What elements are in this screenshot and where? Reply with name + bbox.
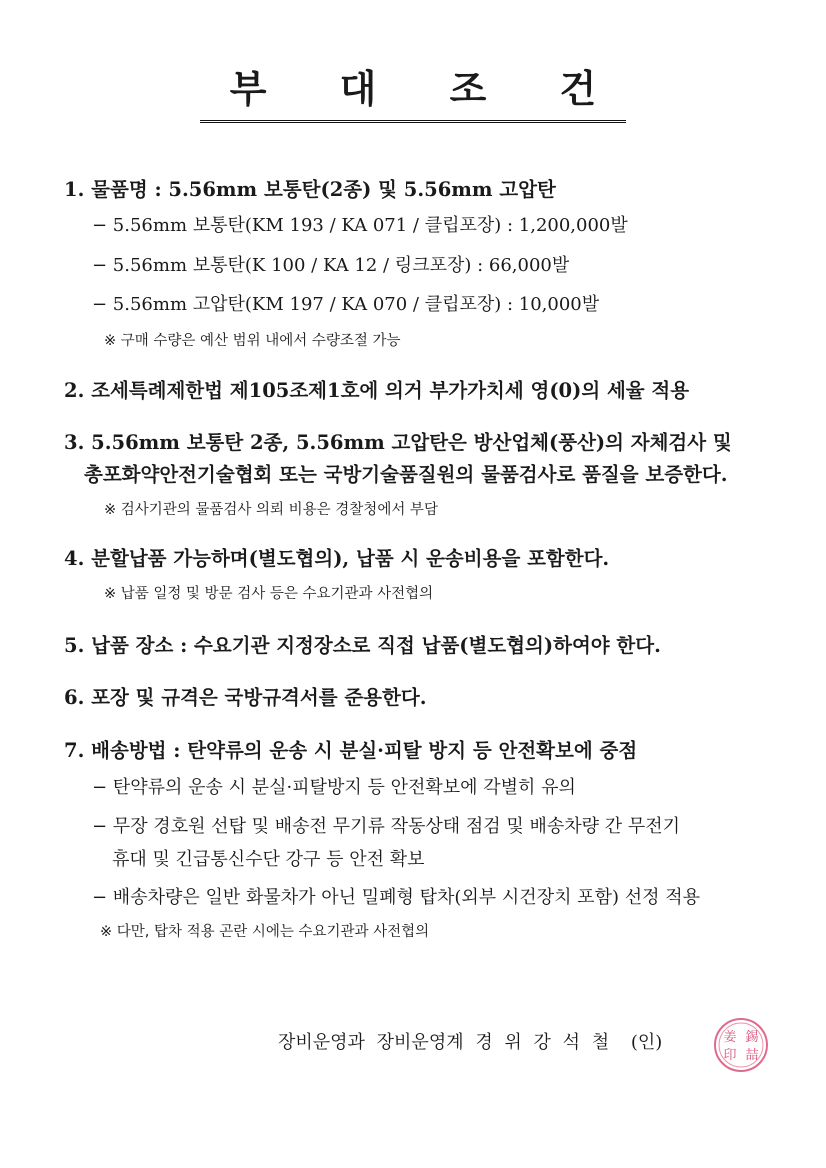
item-3-heading-cont: 총포화약안전기술협회 또는 국방기술품질원의 물품검사로 품질을 보증한다. — [84, 463, 728, 486]
official-seal-icon — [712, 1016, 770, 1074]
item-3-heading: 3. 5.56mm 보통탄 2종, 5.56mm 고압탄은 방산업체(풍산)의 자체검사 및 — [64, 431, 732, 454]
item-7-line-2-cont: 휴대 및 긴급통신수단 강구 등 안전 확보 — [112, 849, 425, 870]
item-7-line-1: − 탄약류의 운송 시 분실·피탈방지 등 안전확보에 각별히 유의 — [92, 777, 576, 798]
seal-label: (인) — [630, 1032, 663, 1053]
signature-text: 장비운영과 장비운영계 경 위 강 석 철 — [278, 1032, 610, 1053]
item-4-note: ※ 납품 일정 및 방문 검사 등은 수요기관과 사전협의 — [104, 586, 434, 602]
document-title: 부 대 조 건 — [0, 62, 826, 123]
item-1-note: ※ 구매 수량은 예산 범위 내에서 수량조절 가능 — [104, 333, 401, 349]
item-1-heading: 1. 물품명 : 5.56mm 보통탄(2종) 및 5.56mm 고압탄 — [64, 178, 556, 201]
item-7-heading: 7. 배송방법 : 탄약류의 운송 시 분실·피탈 방지 등 안전확보에 중점 — [64, 739, 638, 762]
item-2-heading: 2. 조세특례제한법 제105조제1호에 의거 부가가치세 영(0)의 세율 적용 — [64, 379, 690, 402]
item-5-heading: 5. 납품 장소 : 수요기관 지정장소로 직접 납품(별도협의)하여야 한다. — [64, 634, 661, 657]
item-6-heading: 6. 포장 및 규격은 국방규격서를 준용한다. — [64, 686, 427, 709]
svg-text:姜: 姜 — [723, 1030, 737, 1045]
svg-text:印: 印 — [723, 1048, 737, 1063]
item-4-heading: 4. 분할납품 가능하며(별도협의), 납품 시 운송비용을 포함한다. — [64, 547, 610, 570]
item-1-line-2: − 5.56mm 보통탄(K 100 / KA 12 / 링크포장) : 66,000발 — [92, 255, 570, 276]
item-1-line-3: − 5.56mm 고압탄(KM 197 / KA 070 / 클립포장) : 10,000발 — [92, 294, 600, 315]
item-1-line-1: − 5.56mm 보통탄(KM 193 / KA 071 / 클립포장) : 1,200,000발 — [92, 215, 628, 236]
item-7-line-2: − 무장 경호원 선탑 및 배송전 무기류 작동상태 점검 및 배송차량 간 무전기 — [92, 816, 680, 837]
signature-block — [278, 1028, 662, 1054]
item-7-note: ※ 다만, 탑차 적용 곤란 시에는 수요기관과 사전협의 — [100, 924, 430, 940]
item-7-line-3: − 배송차량은 일반 화물차가 아닌 밀폐형 탑차(외부 시건장치 포함) 선정 적용 — [92, 887, 700, 908]
item-3-note: ※ 검사기관의 물품검사 의뢰 비용은 경찰청에서 부담 — [104, 502, 438, 518]
svg-text:喆: 喆 — [745, 1048, 759, 1063]
svg-text:錫: 錫 — [745, 1030, 759, 1045]
